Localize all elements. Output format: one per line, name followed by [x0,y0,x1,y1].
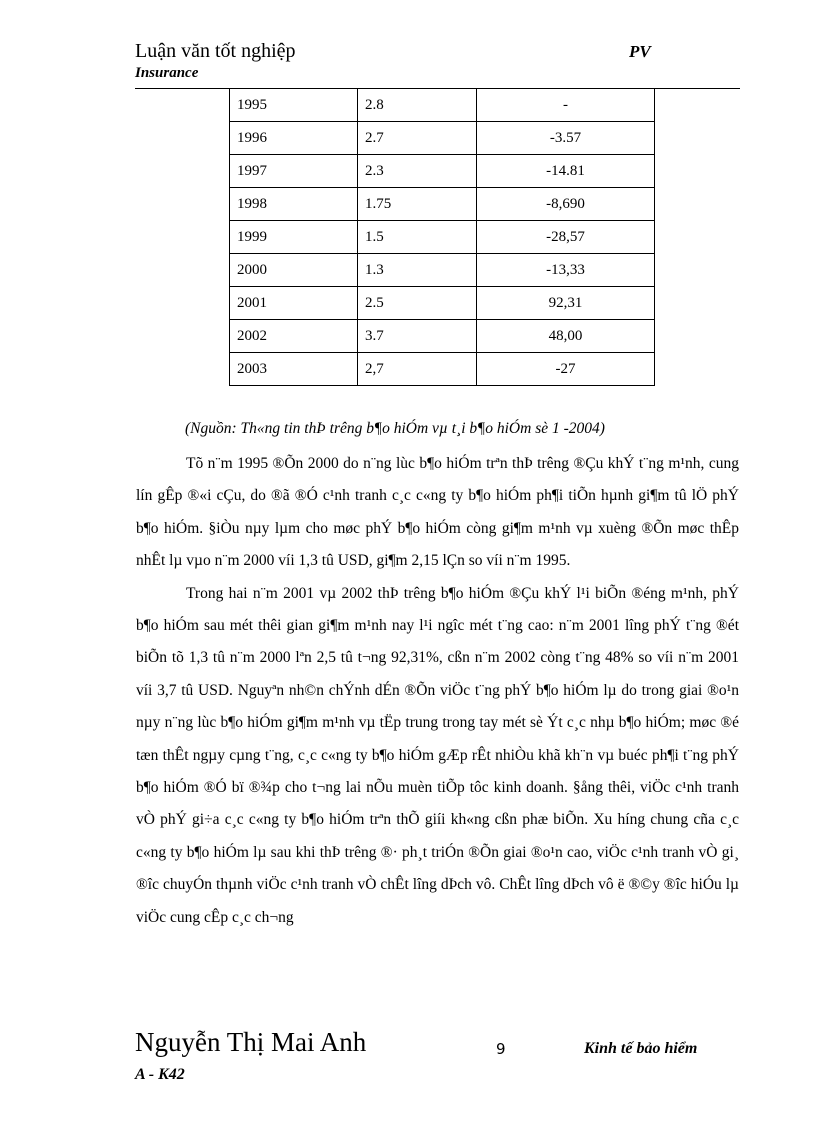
table-cell-value: 2.5 [358,287,477,320]
table-row [230,287,655,320]
table-cell-year: 2001 [230,287,358,320]
table-cell-value: 2.3 [358,155,477,188]
page-number: 9 [496,1040,506,1058]
table-cell-change: 92,31 [477,287,655,320]
table-cell-value: 1.75 [358,188,477,221]
table-cell-value: 3.7 [358,320,477,353]
data-table [229,88,655,386]
table-row [230,221,655,254]
table-cell-year: 2003 [230,353,358,386]
footer-department: Kinh tế bảo hiểm [584,1040,698,1057]
header-title: Luận văn tốt nghiệp [135,40,296,62]
table-cell-year: 1996 [230,122,358,155]
table-row [230,353,655,386]
table-row [230,188,655,221]
table-row [230,320,655,353]
table-cell-value: 1.5 [358,221,477,254]
table-cell-value: 2.8 [358,89,477,122]
table-cell-change: -13,33 [477,254,655,287]
table-cell-change: -28,57 [477,221,655,254]
table-cell-change: -3.57 [477,122,655,155]
table-cell-year: 1995 [230,89,358,122]
header-right: PV [629,42,651,61]
table-cell-year: 1997 [230,155,358,188]
footer-author-name: Nguyễn Thị Mai Anh [135,1027,367,1057]
table-cell-change: 48,00 [477,320,655,353]
paragraph: Tõ n¨m 1995 ®Õn 2000 do n¨ng lùc b¶o hiÓm trªn thÞ trêng ®Çu khÝ t¨ng m¹nh, cung lín gÊp ®«i cÇu, do ®ã ®Ó c¹nh tranh c¸c c«ng ty b¶o hiÓm ph¶i tiÕn hµnh gi¶m tû lÖ phÝ b¶o hiÓm. §iÒu nµy lµm cho møc phÝ b¶o hiÓm còng gi¶m m¹nh vµ xuèng ®Õn møc thÊp nhÊt lµ vµo n¨m 2000 víi 1,3 tû USD, gi¶m 2,15 lÇn so víi n¨m 1995. [136,455,739,570]
table-cell-value: 2,7 [358,353,477,386]
table-cell-year: 1999 [230,221,358,254]
source-note: (Nguồn: Th«ng tin thÞ trêng b¶o hiÓm vµ t¸i b¶o hiÓm sè 1 -2004) [185,420,605,437]
table-cell-value: 2.7 [358,122,477,155]
table-cell-year: 1998 [230,188,358,221]
page-header [135,38,740,89]
table-row [230,89,655,122]
table-cell-value: 1.3 [358,254,477,287]
table-row [230,155,655,188]
table-cell-change: -27 [477,353,655,386]
footer-class: A - K42 [135,1066,185,1083]
table-cell-change: -8,690 [477,188,655,221]
table-cell-change: - [477,89,655,122]
table-row [230,122,655,155]
body-text [136,448,739,934]
table-row [230,254,655,287]
header-subtitle: Insurance [135,65,199,81]
table-cell-change: -14.81 [477,155,655,188]
table-cell-year: 2000 [230,254,358,287]
paragraph: Trong hai n¨m 2001 vµ 2002 thÞ trêng b¶o hiÓm ®Çu khÝ l¹i biÕn ®éng m¹nh, phÝ b¶o hiÓm sau mét thêi gian gi¶m m¹nh nay l¹i ngîc mét t¨ng cao: n¨m 2001 lîng phÝ t¨ng ®ét biÕn tõ 1,3 tû n¨m 2000 lªn 2,5 tû t¬ng 92,31%, cßn n¨m 2002 còng t¨ng 48% so víi n¨m 2001 víi 3,7 tû USD. Nguyªn nh©n chÝnh dÉn ®Õn viÖc t¨ng phÝ b¶o hiÓm lµ do trong giai ®o¹n nµy n¨ng lùc b¶o hiÓm gi¶m m¹nh vµ tËp trung trong tay mét sè Ýt c¸c nhµ b¶o hiÓm; møc ®é tæn thÊt ngµy cµng t¨ng, c¸c c«ng ty b¶o hiÓm gÆp rÊt nhiÒu khã kh¨n vµ buéc ph¶i t¨ng phÝ b¶o hiÓm ®Ó bï ®¾p cho t¬ng lai nÕu muèn tiÕp tôc kinh doanh. §ång thêi, viÖc c¹nh tranh vÒ phÝ gi÷a c¸c c«ng ty b¶o hiÓm trªn thÕ giíi kh«ng cßn phæ biÕn. Xu híng chung cña c¸c c«ng ty b¶o hiÓm lµ sau khi thÞ trêng ®· ph¸t triÓn ®Õn giai ®o¹n cao, viÖc c¹nh tranh vÒ gi¸ ®îc chuyÓn thµnh viÖc c¹nh tranh vÒ chÊt lîng dÞch vô. ChÊt lîng dÞch vô ë ®©y ®îc hiÓu lµ viÖc cung cÊp c¸c ch¬ng [136,584,739,926]
table-cell-year: 2002 [230,320,358,353]
